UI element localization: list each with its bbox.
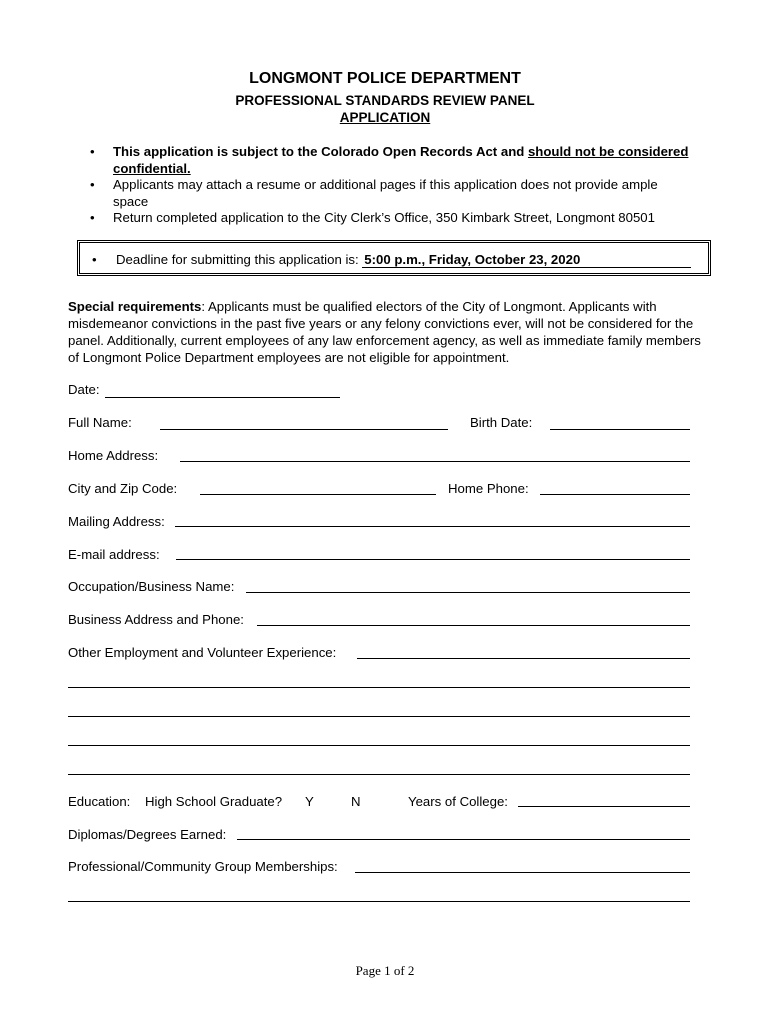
hs-graduate-no-option[interactable]: N <box>351 794 361 809</box>
instruction-attachments: • Applicants may attach a resume or additional pages if this application does not provide ample space <box>90 177 690 210</box>
instruction-open-records: • This application is subject to the Colorado Open Records Act and should not be considered confidential. <box>90 144 690 177</box>
instruction-return: • Return completed application to the City Clerk’s Office, 350 Kimbark Street, Longmont 80501 <box>90 210 690 227</box>
other-employment-label: Other Employment and Volunteer Experience: <box>68 645 337 660</box>
date-label: Date: <box>68 382 100 397</box>
diplomas-label: Diplomas/Degrees Earned: <box>68 827 227 842</box>
diplomas-field[interactable] <box>237 839 690 840</box>
date-field[interactable] <box>105 397 340 398</box>
email-field[interactable] <box>176 559 690 560</box>
mailing-address-field[interactable] <box>175 526 690 527</box>
city-zip-label: City and Zip Code: <box>68 481 178 496</box>
full-name-field[interactable] <box>160 429 448 430</box>
home-phone-field[interactable] <box>540 494 690 495</box>
instructions-list <box>90 144 690 227</box>
other-employment-line-5[interactable] <box>68 774 690 775</box>
memberships-line-2[interactable] <box>68 901 690 902</box>
deadline-value: 5:00 p.m., Friday, October 23, 2020 <box>362 252 691 268</box>
home-phone-label: Home Phone: <box>448 481 529 496</box>
occupation-label: Occupation/Business Name: <box>68 579 235 594</box>
special-requirements-text: : Applicants must be qualified electors of the City of Longmont. Applicants with misdemeanor convictions in the past five years or any felony convictions ever, will not be considered for the panel. Additionally, current employees of any law enforcement agency, as well as immediate family members of Longmont Police Department employees are not eligible for appointment. <box>68 299 701 365</box>
business-address-field[interactable] <box>257 625 690 626</box>
email-label: E-mail address: <box>68 547 160 562</box>
special-requirements-label: Special requirements <box>68 299 202 314</box>
bullet-icon: • <box>92 252 97 267</box>
hs-graduate-label: High School Graduate? <box>145 794 283 809</box>
other-employment-line-3[interactable] <box>68 716 690 717</box>
other-employment-line-2[interactable] <box>68 687 690 688</box>
birth-date-field[interactable] <box>550 429 690 430</box>
other-employment-field[interactable] <box>357 658 690 659</box>
memberships-label: Professional/Community Group Memberships: <box>68 859 338 874</box>
home-address-label: Home Address: <box>68 448 159 463</box>
home-address-field[interactable] <box>180 461 690 462</box>
department-title: LONGMONT POLICE DEPARTMENT <box>249 70 521 87</box>
deadline-label: Deadline for submitting this application is: <box>116 252 363 267</box>
memberships-field[interactable] <box>355 872 690 873</box>
years-college-label: Years of College: <box>408 794 508 809</box>
full-name-label: Full Name: <box>68 415 132 430</box>
birth-date-label: Birth Date: <box>470 415 533 430</box>
city-zip-field[interactable] <box>200 494 436 495</box>
business-address-label: Business Address and Phone: <box>68 612 244 627</box>
special-requirements <box>68 298 708 366</box>
education-label: Education: <box>68 794 131 809</box>
occupation-field[interactable] <box>246 592 690 593</box>
panel-subtitle: PROFESSIONAL STANDARDS REVIEW PANEL <box>235 93 535 108</box>
other-employment-line-4[interactable] <box>68 745 690 746</box>
years-college-field[interactable] <box>518 806 690 807</box>
mailing-address-label: Mailing Address: <box>68 514 165 529</box>
hs-graduate-yes-option[interactable]: Y <box>305 794 314 809</box>
page-number: Page 1 of 2 <box>355 963 415 978</box>
deadline-box <box>77 240 711 276</box>
application-heading: APPLICATION <box>339 110 431 125</box>
